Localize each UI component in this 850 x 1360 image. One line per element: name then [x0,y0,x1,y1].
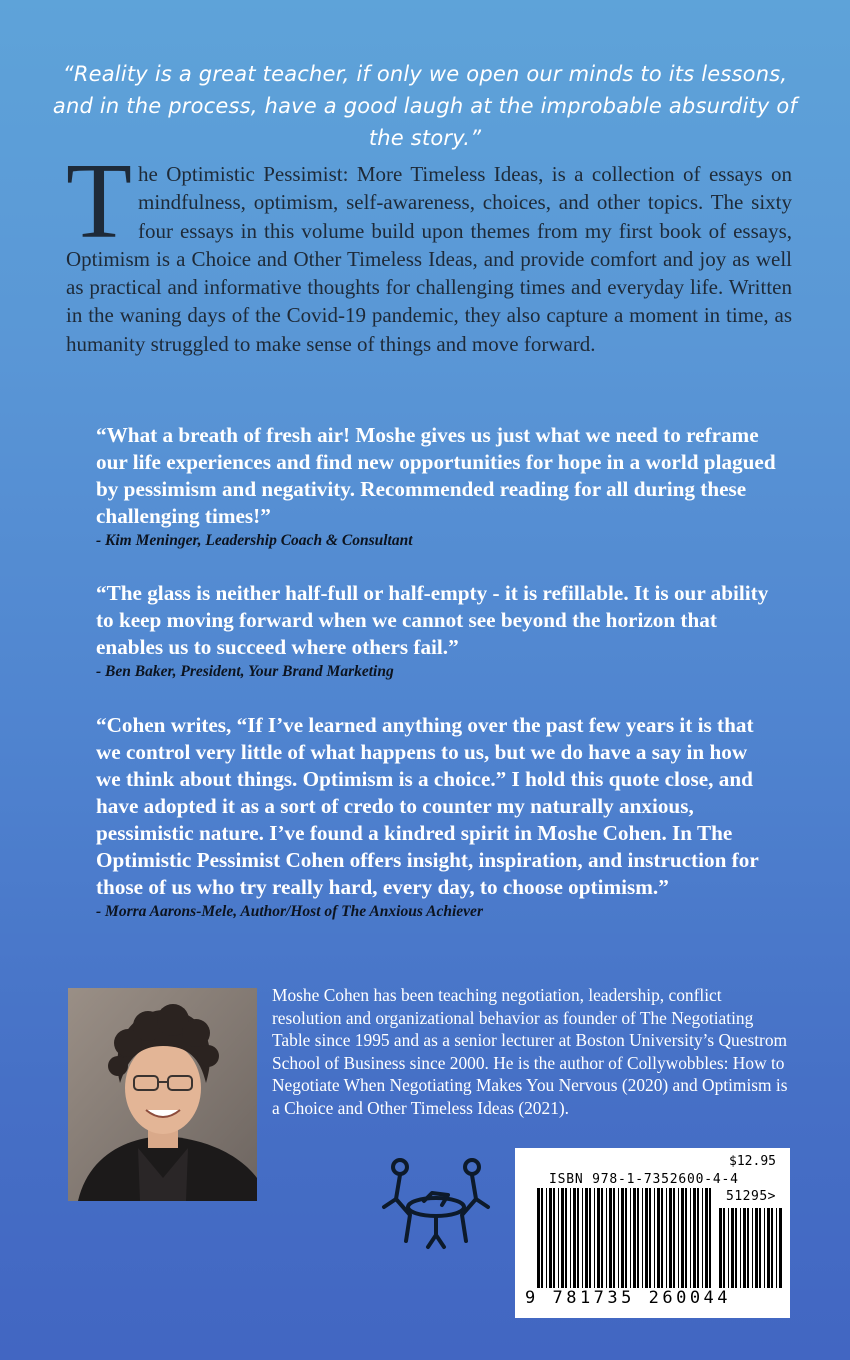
isbn-label: ISBN 978-1-7352600-4-4 [549,1172,739,1187]
blurb-quote: “What a breath of fresh air! Moshe gives us just what we need to reframe our life experiences and find new opportunities for hope in a world plagued by pessimism and negativity. Recommended reading for all during these challenging times!” [96,423,776,528]
publisher-logo-icon [376,1155,496,1255]
book-description [66,142,792,358]
blurb-quote: “Cohen writes, “If I’ve learned anything over the past few years it is that we control very little of what happens to us, but we do have a say in how we think about things. Optimism is a choice.” I hold this quote close, and have adopted it as a sort of credo to counter my naturally anxious, pessimistic nature. I’ve found a kindred spirit in Moshe Cohen. In The Optimistic Pessimist Cohen offers insight, inspiration, and instruction for those of us who try really hard, every day, to choose optimism.” [96,713,759,899]
author-bio: Moshe Cohen has been teaching negotiation, leadership, conflict resolution and organizational behavior as founder of The Negotiating Table since 1995 and as a senior lecturer at Boston University’s Questrom School of Business since 2000. He is the author of Collywobbles: How to Negotiate When Negotiating Makes You Nervous (2020) and Optimism is a Choice and Other Timeless Ideas (2021). [272,985,788,1118]
tagline-quote: “Reality is a great teacher, if only we open our minds to its lessons, and in the process, have a good laugh at the improbable absurdity of the story.” [52,62,798,150]
description-text: he Optimistic Pessimist: More Timeless Ideas, is a collection of essays on mindfulness, optimism, self-awareness, choices, and other topics. The sixty four essays in this volume build upon themes from my first book of essays, Optimism is a Choice and Other Timeless Ideas, and provide comfort and joy as well as practical and informative thoughts for challenging times and everyday life. Written in the waning days of the Covid-19 pandemic, they also capture a moment in time, as humanity struggled to make sense of things and move forward. [66,162,792,356]
blurb-attribution: - Kim Meninger, Leadership Coach & Consultant [96,532,413,549]
isbn-barcode [515,1148,790,1318]
barcode-digits: 9 781735 260044 [525,1288,732,1308]
blurb-3 [96,712,776,922]
author-portrait-image [68,988,257,1201]
blurb-2 [96,580,776,682]
author-photo [68,988,257,1201]
drop-cap: T [66,142,132,261]
blurb-quote: “The glass is neither half-full or half-empty - it is refillable. It is our ability to keep moving forward when we cannot see beyond the horizon that enables us to succeed where others fail.” [96,581,769,659]
blurb-1 [96,422,776,551]
barcode-addon: 51295> [726,1189,776,1204]
price-label: $12.95 [729,1154,776,1169]
blurb-attribution: - Morra Aarons-Mele, Author/Host of The Anxious Achiever [96,903,483,920]
blurb-attribution: - Ben Baker, President, Your Brand Marketing [96,663,394,680]
